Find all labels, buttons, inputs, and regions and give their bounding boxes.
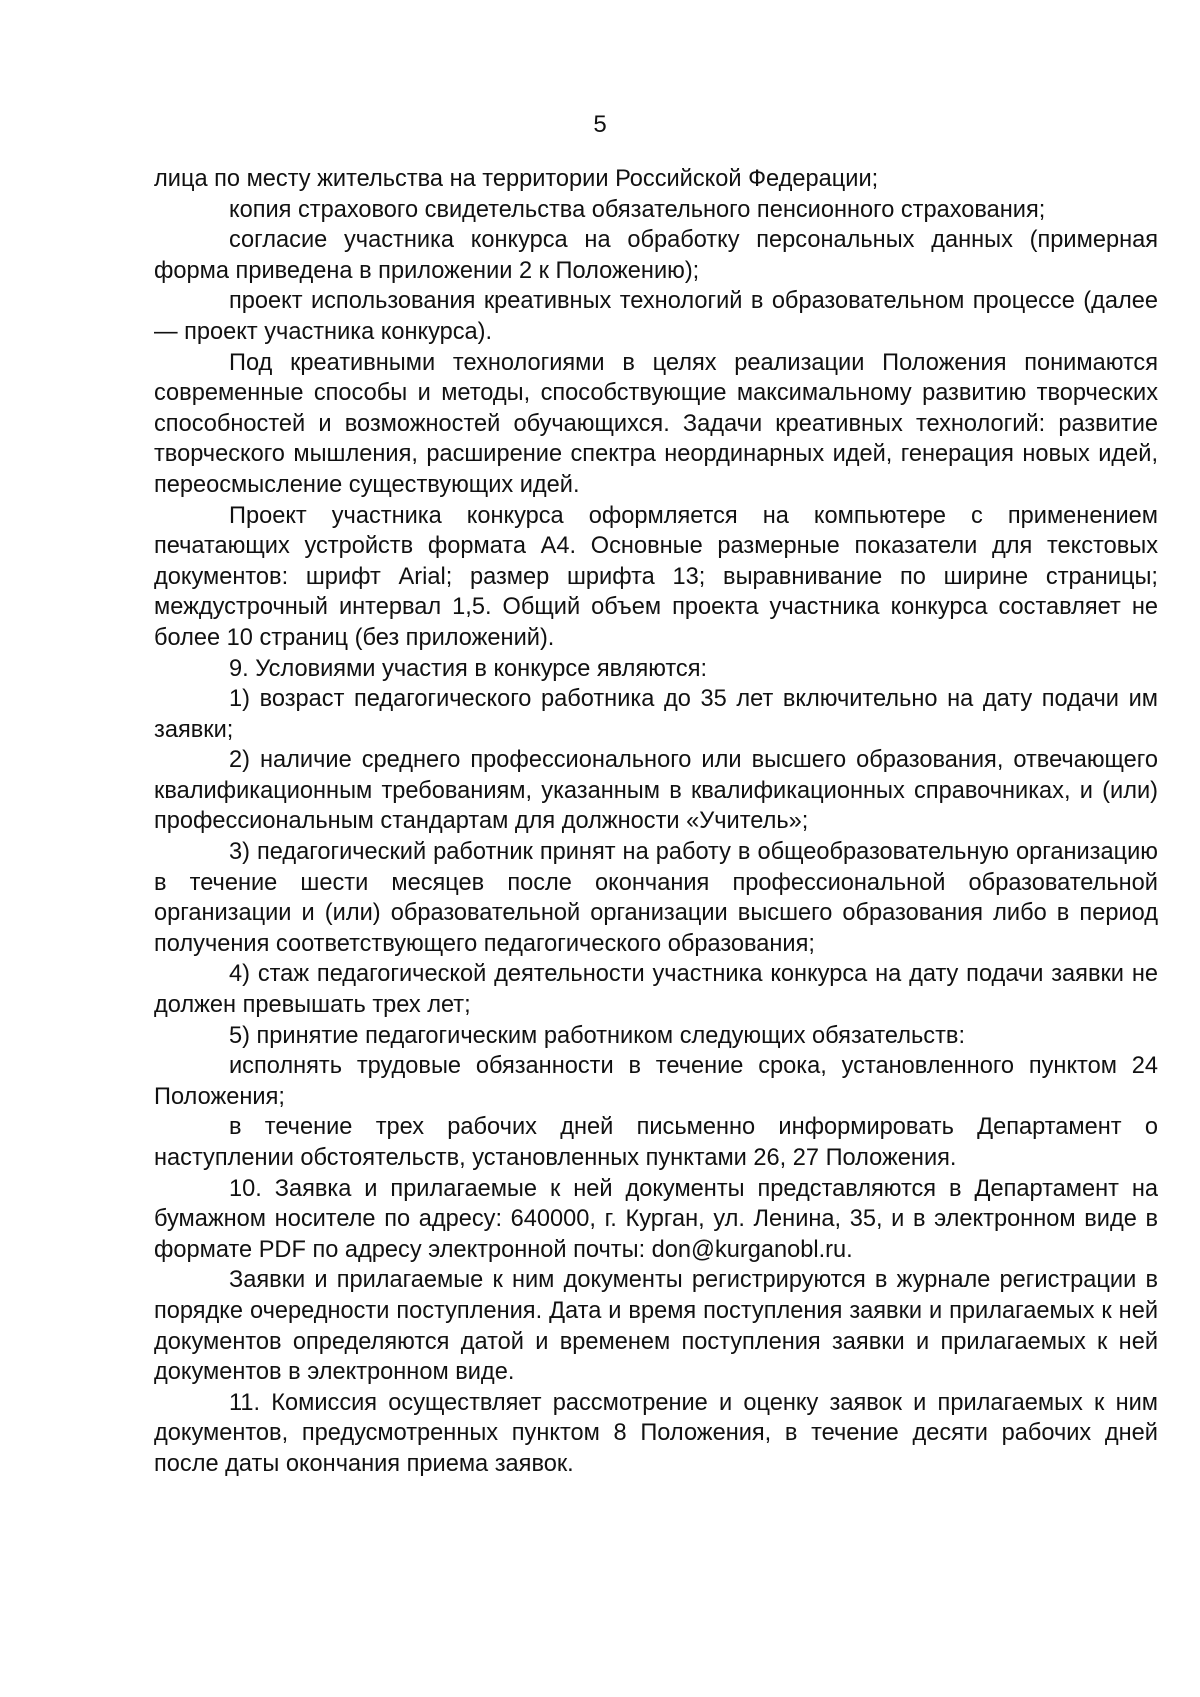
paragraph-obligation-2: в течение трех рабочих дней письменно информировать Департамент о наступлении обстоятельств, установленных пунктами 26, 27 Положения. — [154, 1114, 1158, 1171]
paragraph-registration: Заявки и прилагаемые к ним документы регистрируются в журнале регистрации в порядке очередности поступления. Дата и время поступления заявки и прилагаемых к ней документов определяются датой и временем поступления заявки и прилагаемых к ней документов в электронном виде. — [154, 1267, 1158, 1386]
paragraph-project-format: Проект участника конкурса оформляется на компьютере с применением печатающих устройств формата А4. Основные размерные показатели для текстовых документов: шрифт Arial; размер шрифта 13; выравнивание по ширине страницы; междустрочный интервал 1,5. Общий объем проекта участника конкурса составляет не более 10 страниц (без приложений). — [154, 502, 1158, 651]
page-number: 5 — [593, 111, 607, 138]
paragraph-condition-2: 2) наличие среднего профессионального или высшего образования, отвечающего квалификационным требованиям, указанным в квалификационных справочниках, и (или) профессиональным стандартам для должности «Учитель»; — [154, 747, 1158, 835]
paragraph-clause-9: 9. Условиями участия в конкурсе являются: — [229, 655, 708, 682]
paragraph-clause-10: 10. Заявка и прилагаемые к ней документы представляются в Департамент на бумажном носителе по адресу: 640000, г. Курган, ул. Ленина, 35, и в электронном виде в формате PDF по адресу электронной почты: don@kurganobl.ru. — [154, 1175, 1158, 1263]
document-body — [154, 164, 1158, 1480]
paragraph-clause-11: 11. Комиссия осуществляет рассмотрение и оценку заявок и прилагаемых к ним документов, предусмотренных пунктом 8 Положения, в течение десяти рабочих дней после даты окончания приема заявок. — [154, 1389, 1158, 1477]
paragraph-obligation-1: исполнять трудовые обязанности в течение срока, установленного пунктом 24 Положения; — [154, 1053, 1158, 1110]
paragraph-project: проект использования креативных технологий в образовательном процессе (далее — проект участника конкурса). — [154, 288, 1158, 345]
paragraph-condition-1: 1) возраст педагогического работника до 35 лет включительно на дату подачи им заявки; — [154, 686, 1158, 743]
paragraph-condition-4: 4) стаж педагогической деятельности участника конкурса на дату подачи заявки не должен превышать трех лет; — [154, 961, 1158, 1019]
paragraph-creative-tech: Под креативными технологиями в целях реализации Положения понимаются современные способы и методы, способствующие максимальному развитию творческих способностей и возможностей обучающихся. Задачи креативных технологий: развитие творческого мышления, расширение спектра неординарных идей, генерация новых идей, переосмысление существующих идей. — [154, 349, 1158, 498]
paragraph-condition-3: 3) педагогический работник принят на работу в общеобразовательную организацию в течение шести месяцев после окончания профессиональной образовательной организации и (или) образовательной организации высшего образования либо в период получения соответствующего педагогического образования; — [154, 839, 1158, 957]
paragraph-consent: согласие участника конкурса на обработку персональных данных (примерная форма приведена в приложении 2 к Положению); — [154, 227, 1158, 284]
paragraph-insurance-copy: копия страхового свидетельства обязательного пенсионного страхования; — [229, 196, 1046, 223]
paragraph-condition-5: 5) принятие педагогическим работником следующих обязательств: — [229, 1022, 966, 1049]
paragraph-continuation: лица по месту жительства на территории Российской Федерации; — [154, 166, 879, 192]
